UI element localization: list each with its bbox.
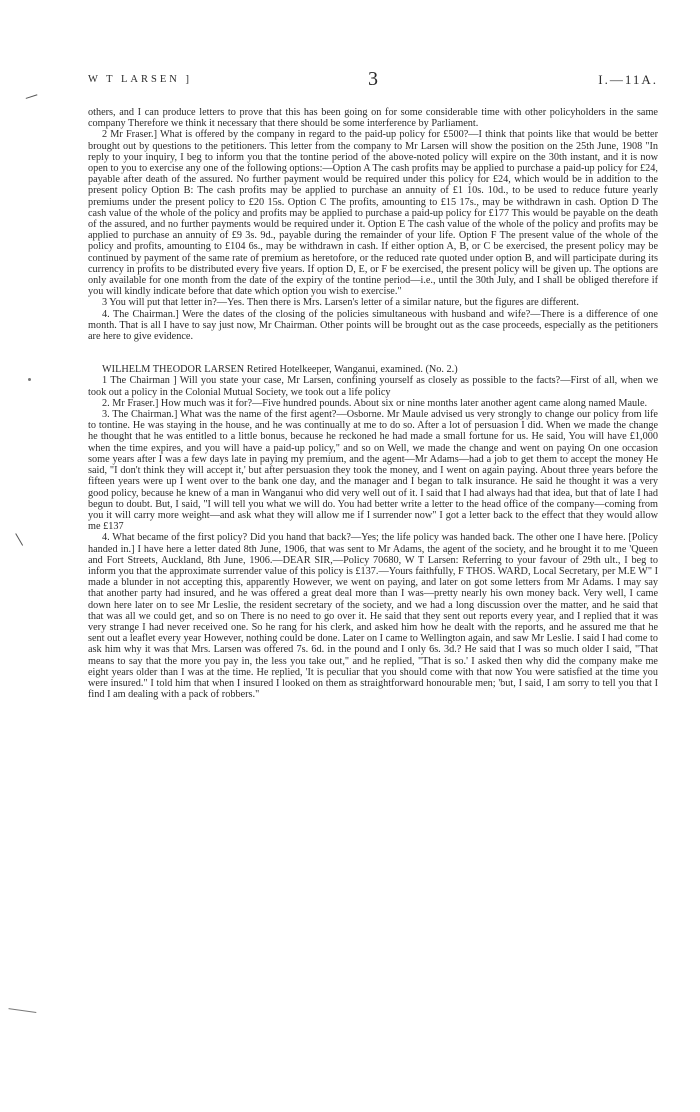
examination-question-1: 1 The Chairman ] Will you state your case, Mr Larsen, confining yourself as closely as possible to the facts?—First of all, when we took out a policy in the Colonial Mutual Society, we took out a life policy bbox=[88, 375, 658, 398]
section-gap bbox=[88, 342, 658, 364]
margin-mark bbox=[26, 94, 39, 102]
page-number: 3 bbox=[368, 68, 378, 90]
document-reference: I.—11A. bbox=[598, 72, 658, 87]
body-text bbox=[88, 107, 658, 700]
paragraph-continuation: others, and I can produce letters to prove that this has been going on for some considerable time with other policyholders in the same company Therefore we think it necessary that there should be some interference by Parliament. bbox=[88, 107, 658, 130]
margin-dot bbox=[28, 378, 31, 381]
question-3: 3 You will put that letter in?—Yes. Then there is Mrs. Larsen's letter of a similar nature, but the figures are different. bbox=[102, 297, 579, 309]
margin-mark bbox=[8, 1008, 37, 1019]
witness-heading: WILHELM THEODOR LARSEN Retired Hotelkeeper, Wanganui, examined. (No. 2.) bbox=[102, 364, 458, 376]
question-2-fraser: 2 Mr Fraser.] What is offered by the company in regard to the paid-up policy for £500?—I think that points like that would be better brought out by questions to the petitioners. This letter from the company to Mr Larsen will show the position on the 25th June, 1908 "In reply to your inquiry, I beg to inform you that the tontine period of the above-noted policy will expire on the 30th instant, and it is now open to you to exercise any one of the following options:—Option A The cash profits may be applied to purchase a paid-up policy for £24, payable after death of the assured. No further payment would be required under this policy for £24, which would be in addition to the present policy Option B: The cash profits may be applied to purchase an annuity of £1 10s. 10d., to be used to reduce future yearly premiums under the present policy to £20 15s. Option C The profits, amounting to £15 17s., may be withdrawn in cash. Option D The cash value of the whole of the policy and profits may be applied to purchase a paid-up policy for £177 This would be payable on the death of the assured, and no further payments would be required under it. Option E The cash value of the whole of the policy and profits may be applied to purchase an annuity of £9 3s. 9d., payable during the remainder of your life. Option F The present value of the whole of the policy and profits, amounting to £104 6s., may be withdrawn in cash. If either option A, B, or C be exercised, the present policy may be continued by payment of the same rate of premium as heretofore, or the reduced rate quoted under option B, and will participate during its currency in profits to be distributed every five years. If option D, E, or F be exercised, the present policy will be given up. The options are only available for one month from the date of the expiry of the tontine period—i.e., until the 30th July, and I shall be obliged therefore if you will kindly indicate before that date which option you wish to exercise." bbox=[88, 129, 658, 298]
examination-question-3: 3. The Chairman.] What was the name of the first agent?—Osborne. Mr Maule advised us very strongly to change our policy from life to tontine. He was staying in the house, and he was continually at me to do so. After a lot of persuasion I did. When we made the change he thought that he was entitled to a little bonus, because he reckoned he had made a small fortune for us. He said, You will have £1,000 when the time expires, and you will have a paid-up policy," and so on Well, we made the change and went on paying On one occasion some years after I was a few days late in paying my premium, and the agent—Mr Adams—had a job to get them to accept the money He said, "I don't think they will accept it,' but after persuasion they took the money, and I went on again paying. About three years before the fifteen years were up I went over to the bank one day, and the manager and I began to talk insurance. He said he thought it was a very good policy, because he knew of a man in Wanganui who did very well out of it. I said that I had always had that idea, but that of late I had begun to doubt. But, I said, "I will tell you what we will do. You had better write a letter to the head office of the company—coming from you it will carry more weight—and ask what they will allow me if I surrender now" I got a letter back to the effect that they would allow me £137 bbox=[88, 409, 658, 533]
page-header bbox=[88, 70, 658, 94]
question-4-chairman: 4. The Chairman.] Were the dates of the closing of the policies simultaneous with husband and wife?—There is a difference of one month. That is all I have to say just now, Mr Chairman. Other points will be brought out as the case proceeds, especially as the petitioners are here to give evidence. bbox=[88, 308, 658, 343]
examination-question-2: 2. Mr Fraser.] How much was it for?—Five hundred pounds. About six or nine months later another agent came along named Maule. bbox=[102, 397, 648, 409]
margin-mark bbox=[15, 528, 32, 546]
running-head-left: W T LARSEN ] bbox=[88, 74, 192, 85]
examination-question-4: 4. What became of the first policy? Did you hand that back?—Yes; the life policy was handed back. The other one I have here. [Policy handed in.] I have here a letter dated 8th June, 1906, that was sent to Mr Adams, the agent of the society, and he brought it to me 'Queen and Fort Streets, Auckland, 8th June, 1906.—DEAR SIR,—Policy 70680, W T Larsen: Referring to your favour of 29th ult., I beg to inform you that the approximate surrender value of this policy is £137.—Yours faithfully, F THOS. WARD, Local Secretary, per M.E W" I made a blunder in not accepting this, apparently However, we went on paying, and later on got some letters from Mr Adams. I may say that another party had insured, and he was offered a great deal more than I was—pretty nearly his own money back. Very well, I came down here later on to see Mr Leslie, the resident secretary of the society, and we had a long discussion over the matter, and he said that that was all we could get, and so on There is no need to go over it. He said that they sent out reports every year, and I replied that it was very strange I had never received one. So he rang for his clerk, and asked him how he dealt with the reports, and he assured me that he sent out a leaflet every year However, nothing could be done. Later on I came to Wellington again, and saw Mr Leslie. I said I had come to ask him why it was that Mrs. Larsen was offered 7s. 6d. in the pound and I only 6s. 3d.? He said that I was so much older I said, "That means to say that the more you pay in, the less you take out," and he replied, "That is so.' I asked then why did the company make me eight years older than I was at the time. He replied, 'It is peculiar that you should come with that now You were satisfied at the time you were insured." I told him that when I insured I looked on them as straightforward honourable men; 'but, I said, I am sorry to tell you that I find I am dealing with a pack of robbers." bbox=[88, 532, 658, 701]
